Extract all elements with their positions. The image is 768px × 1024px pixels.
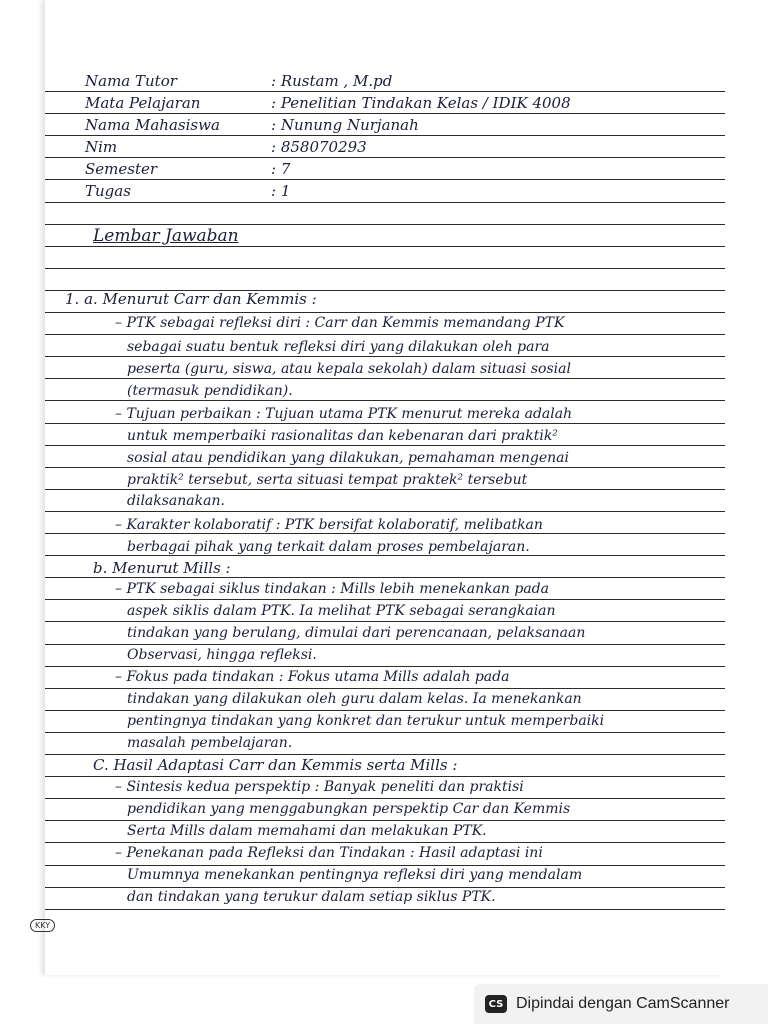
ruled-line (45, 732, 725, 733)
semester-label: Semester (85, 160, 158, 178)
answer-line: masalah pembelajaran. (127, 735, 293, 751)
answer-line: peserta (guru, siswa, atau kepala sekolah) dalam situasi sosial (127, 361, 571, 377)
ruled-line (45, 621, 725, 622)
ruled-line (45, 887, 725, 888)
answer-line: – Penekanan pada Refleksi dan Tindakan : Hasil adaptasi ini (115, 845, 543, 861)
ruled-line (45, 378, 725, 379)
mata-pelajaran-value: : Penelitian Tindakan Kelas / IDIK 4008 (271, 94, 571, 112)
ruled-line (45, 113, 725, 114)
ruled-line (45, 268, 725, 269)
ruled-line (45, 710, 725, 711)
answer-line: praktik² tersebut, serta situasi tempat praktek² tersebut (127, 472, 528, 488)
answer-line: dan tindakan yang terukur dalam setiap siklus PTK. (127, 889, 496, 905)
ruled-line (45, 445, 725, 446)
ruled-line (45, 577, 725, 578)
ruled-line (45, 246, 725, 247)
ruled-line (45, 467, 725, 468)
answer-line: 1. a. Menurut Carr dan Kemmis : (65, 290, 317, 308)
ruled-line (45, 798, 725, 799)
ruled-line (45, 224, 725, 225)
answer-line: – PTK sebagai refleksi diri : Carr dan Kemmis memandang PTK (115, 315, 565, 331)
answer-line: – Sintesis kedua perspektip : Banyak peneliti dan praktisi (115, 779, 524, 795)
ruled-line (45, 91, 725, 92)
camscanner-label: Dipindai dengan CamScanner (516, 995, 730, 1012)
tugas-label: Tugas (85, 182, 131, 200)
answer-line: Umumnya menekankan pentingnya refleksi diri yang mendalam (127, 867, 583, 883)
nama-tutor-value: : Rustam , M.pd (271, 72, 393, 90)
answer-line: aspek siklis dalam PTK. Ia melihat PTK sebagai serangkaian (127, 603, 556, 619)
mata-pelajaran-label: Mata Pelajaran (85, 94, 201, 112)
answer-line: sosial atau pendidikan yang dilakukan, pemahaman mengenai (127, 450, 569, 466)
answer-line: Serta Mills dalam memahami dan melakukan PTK. (127, 823, 487, 839)
ruled-line (45, 666, 725, 667)
ruled-line (45, 511, 725, 512)
tugas-value: : 1 (271, 182, 291, 200)
semester-value: : 7 (271, 160, 291, 178)
ruled-line (45, 179, 725, 180)
paper-brand-mark: KKY (30, 919, 55, 932)
ruled-line (45, 489, 725, 490)
camscanner-watermark (474, 984, 768, 1024)
nama-tutor-label: Nama Tutor (85, 72, 177, 90)
answer-line: pendidikan yang menggabungkan perspektip Car dan Kemmis (127, 801, 571, 817)
ruled-line (45, 842, 725, 843)
answer-sheet (44, 0, 725, 975)
answer-line: (termasuk pendidikan). (127, 383, 293, 399)
sheet-title: Lembar Jawaban (93, 226, 239, 246)
nama-mahasiswa-value: : Nunung Nurjanah (271, 116, 419, 134)
ruled-line (45, 599, 725, 600)
answer-line: b. Menurut Mills : (93, 559, 231, 577)
ruled-line (45, 688, 725, 689)
answer-line: – Fokus pada tindakan : Fokus utama Mills adalah pada (115, 669, 510, 685)
nim-value: : 858070293 (271, 138, 367, 156)
ruled-line (45, 555, 725, 556)
camscanner-logo-icon: CS (485, 995, 507, 1013)
answer-line: tindakan yang berulang, dimulai dari perencanaan, pelaksanaan (127, 625, 586, 641)
ruled-line (45, 157, 725, 158)
ruled-line (45, 820, 725, 821)
answer-line: – Tujuan perbaikan : Tujuan utama PTK menurut mereka adalah (115, 406, 573, 422)
answer-line: berbagai pihak yang terkait dalam proses pembelajaran. (127, 539, 530, 555)
nim-label: Nim (85, 138, 118, 156)
ruled-line (45, 533, 725, 534)
ruled-line (45, 644, 725, 645)
ruled-line (45, 202, 725, 203)
ruled-line (45, 754, 725, 755)
answer-line: sebagai suatu bentuk refleksi diri yang dilakukan oleh para (127, 339, 550, 355)
ruled-line (45, 334, 725, 335)
answer-line: C. Hasil Adaptasi Carr dan Kemmis serta Mills : (93, 756, 458, 774)
ruled-line (45, 909, 725, 910)
answer-line: – Karakter kolaboratif : PTK bersifat kolaboratif, melibatkan (115, 517, 543, 533)
answer-line: dilaksanakan. (127, 493, 225, 509)
answer-line: tindakan yang dilakukan oleh guru dalam kelas. Ia menekankan (127, 691, 582, 707)
ruled-line (45, 400, 725, 401)
ruled-line (45, 423, 725, 424)
nama-mahasiswa-label: Nama Mahasiswa (85, 116, 220, 134)
answer-line: pentingnya tindakan yang konkret dan terukur untuk memperbaiki (127, 713, 605, 729)
ruled-line (45, 776, 725, 777)
answer-line: Observasi, hingga refleksi. (127, 647, 317, 663)
ruled-line (45, 312, 725, 313)
ruled-line (45, 135, 725, 136)
ruled-line (45, 865, 725, 866)
answer-line: – PTK sebagai siklus tindakan : Mills lebih menekankan pada (115, 581, 549, 597)
answer-line: untuk memperbaiki rasionalitas dan kebenaran dari praktik² (127, 428, 558, 444)
ruled-line (45, 356, 725, 357)
